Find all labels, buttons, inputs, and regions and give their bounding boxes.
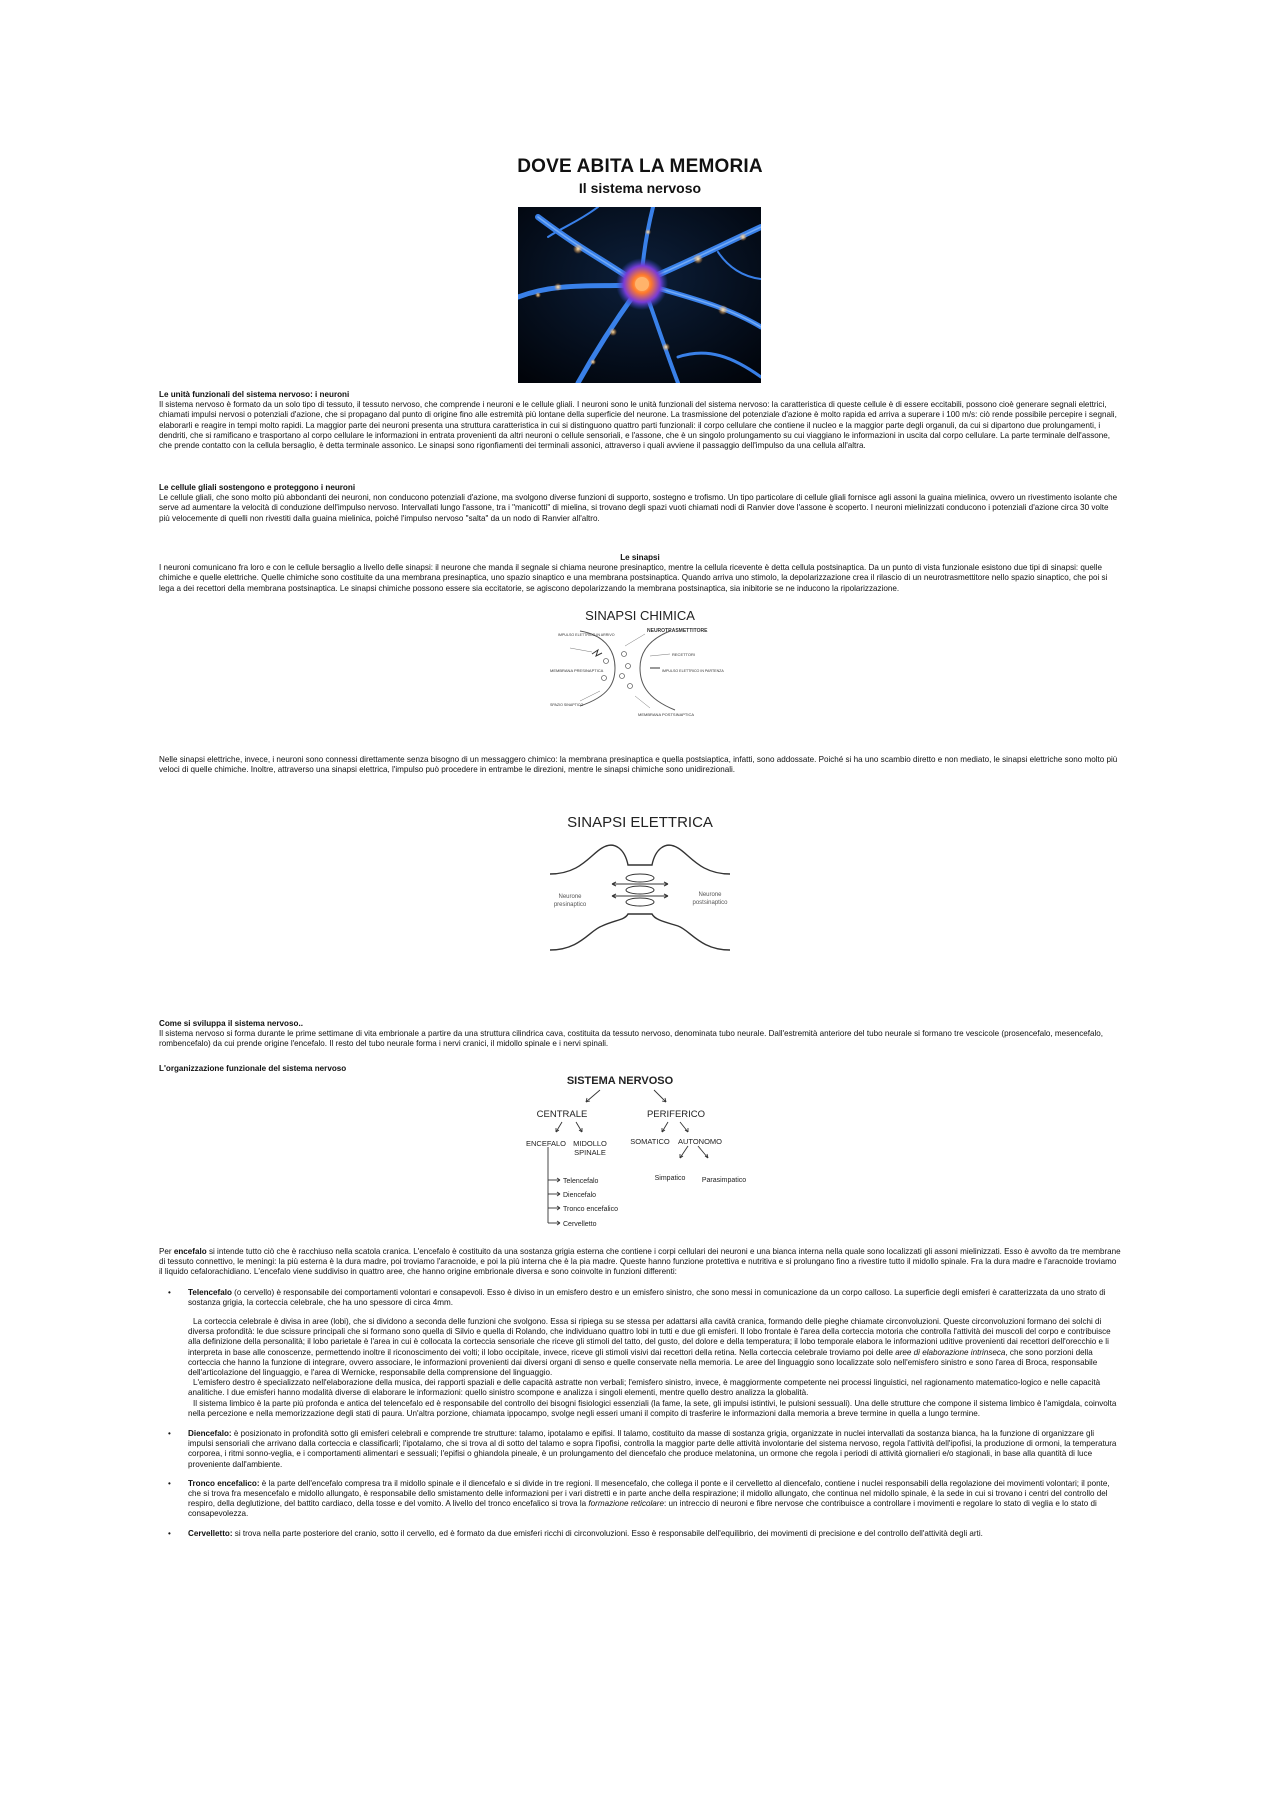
node-simpatico: Simpatico xyxy=(654,1175,686,1182)
node-encefalo: ENCEFALO xyxy=(525,1139,567,1148)
section-encefalo xyxy=(159,1247,1121,1548)
telencefalo-corteccia: La corteccia celebrale è divisa in aree (lobi), che si dividono a seconda delle funzioni che svolgono. Essa si ripiega su se stessa per adattarsi alla cavità cranica, formando delle pieghe chiamate circonvoluzioni. Queste circonvoluzioni formano dei solchi di diversa profondità: le due scissure principali che si formano sono quella di Silvio e quella di Rolando, che individuano quattro lobi in tutti e due gli emisferi. Il lobo frontale è l'area della corteccia motoria che controlla l'attività dei muscoli del corpo e contribuisce alla definizione della personalità; il lobo parietale è l'area in cui è collocata la corteccia sensoriale che riceve gli stimoli del tatto, del gusto, del dolore e della temperatura; il lobo temporale elabora le informazioni uditive provenienti dai recettori dell'orecchio e li interpreta in base alle conoscenze, permettendo inoltre il riconoscimento dei volti; il lobo occipitale, invece, riceve gli stimoli visivi dai recettori della retina. Nella corteccia celebrale troviamo poi delle aree di elaborazione intrinseca, che sono porzioni della corteccia che hanno la funzione di integrare, ovvero associare, le informazioni provenienti dai diversi organi di senso e quelle conservate nella memoria. Le aree del linguaggio sono localizzate solo nell'emisfero sinistro e sono l'area di Broca, responsabile dell'articolazione del linguaggio, e l'area di Wernicke, responsabile della comprensione del linguaggio. xyxy=(188,1317,1111,1378)
list-item-tronco: • Tronco encefalico: è la parte dell'encefalo compresa tra il midollo spinale e il diencefalo e si divide in tre regioni. Il mesencefalo, che collega il ponte e il cervelletto al diencefalo, contiene i nuclei responsabili della regolazione dei movimenti volontari; il ponte, che si trova fra mesencefalo e midollo allungato, è responsabile dello smistamento delle informazioni per i vari distretti e in parte anche della respirazione; il midollo allungato, che continua nel midollo spinale, è la sede in cui si trovano i centri del controllo del respiro, della deglutizione, del battito cardiaco, della tosse e del vomito. A livello del tronco encefalico si trova la formazione reticolare: un intreccio di neuroni e fibre nervose che contribuisce a controllare i movimenti e regolare lo stato di veglia e lo stato di consapevolezza. xyxy=(168,1478,1110,1519)
section-text: Le cellule gliali, che sono molto più abbondanti dei neuroni, non conducono potenziali d'azione, ma svolgono diverse funzioni di supporto, sostegno e trofismo. Un tipo particolare di cellule gliali fornisce agli assoni la guaina mielinica, ovvero un rivestimento isolante che serve ad aumentare la velocità di conduzione dell'impulso nervoso. Intervallati lungo l'assone, tra i "manicotti" di mielina, si trovano degli spazi vuoti chiamati nodi di Ranvier dove l'assone è scoperto. I neuroni mielinizzati conducono i potenziali d'azione circa 30 volte più velocemente di quelli non rivestiti dalla guaina mielinica, poiché l'impulso nervoso "salta" da un nodo di Ranvier all'altro. xyxy=(159,493,1118,523)
label-presinaptico-1: Neurone xyxy=(558,894,582,900)
node-periferico: PERIFERICO xyxy=(646,1109,706,1120)
label-neurotrasmettitore: NEUROTRASMETTITORE xyxy=(647,628,708,634)
node-sistema-nervoso: SISTEMA NERVOSO xyxy=(566,1075,674,1087)
section-sviluppo xyxy=(159,1019,1121,1050)
label-membrana-post: MEMBRANA POSTSINAPTICA xyxy=(638,712,695,717)
section-text: I neuroni comunicano fra loro e con le cellule bersaglio a livello delle sinapsi: il neurone che manda il segnale si chiama neurone presinaptico, mentre la cellula ricevente è detta cellula postsinaptica. Da un punto di vista funzionale esistono due tipi di sinapsi: quelle chimiche e quelle elettriche. Quelle chimiche sono costituite da una membrana presinaptica, uno spazio sinaptico e una membrana postsinaptica. Quando arriva uno stimolo, la depolarizzazione crea il rilascio di un neurotrasmettitore nello spazio sinaptico, che poi si lega a dei recettori della membrana postsinaptica. Le sinapsi chimiche possono essere sia eccitatorie, se agiscono depolarizzando la membrana postsinaptica, sia inibitorie se ne inducono la ripolarizzazione. xyxy=(159,563,1108,593)
node-midollo-2: SPINALE xyxy=(574,1148,606,1157)
section-heading: Come si sviluppa il sistema nervoso.. xyxy=(159,1019,303,1028)
label-postsinaptico-2: postsinaptico xyxy=(692,900,728,906)
node-cervelletto: Cervelletto xyxy=(563,1221,597,1228)
node-midollo-1: MIDOLLO xyxy=(573,1139,607,1148)
node-telencefalo: Telencefalo xyxy=(563,1178,599,1185)
sistema-nervoso-diagram xyxy=(520,1070,760,1238)
node-somatico: SOMATICO xyxy=(630,1137,670,1146)
encefalo-list xyxy=(159,1288,1121,1308)
node-diencefalo: Diencefalo xyxy=(563,1192,597,1199)
section-heading: Le cellule gliali sostengono e proteggono i neuroni xyxy=(159,483,356,492)
label-presinaptico-2: presinaptico xyxy=(553,902,587,908)
node-parasimpatico: Parasimpatico xyxy=(701,1177,747,1184)
bullet-icon: • xyxy=(168,1478,171,1488)
section-sinapsi-elettriche xyxy=(159,755,1121,775)
node-tronco: Tronco encefalico xyxy=(563,1206,618,1213)
label-spazio: SPAZIO SINAPTICO xyxy=(550,703,584,707)
section-text: Nelle sinapsi elettriche, invece, i neuroni sono connessi direttamente senza bisogno di un messaggero chimico: la membrana presinaptica e quella postsiaptica, infatti, sono addossate. Poiché si ha uno scambio diretto e non mediato, le sinapsi elettriche sono molto più veloci di quelle chimiche. Inoltre, attraverso una sinapsi elettrica, l'impulso può procedere in entrambe le direzioni, mentre le sinapsi chimiche sono unidirezionali. xyxy=(159,755,1118,775)
label-recettori: RECETTORI xyxy=(672,652,696,657)
list-item-diencefalo: • Diencefalo: è posizionato in profondità sotto gli emisferi celebrali e comprende tre strutture: talamo, ipotalamo e epifisi. Il talamo, costituito da masse di sostanza grigia, organizzate in nuclei intervallati da sostanza bianca, ha la funzione di organizzare gli impulsi sensoriali che arrivano dalla corteccia e classificarli; l'ipotalamo, che si trova al di sotto del talamo e sopra l'ipofisi, controlla la maggior parte delle attività involontarie del sistema nervoso, regola l'attività dell'ipofisi, la produzione di ormoni, la temperatura corporea, i ritmi sonno-veglia, e i comportamenti alimentari e sessuali; l'epifisi o ghiandola pineale, è un prolungamento del diencefalo che produce melatonina, un ormone che regola i periodi di attività giornalieri e/o stagionali, in base alla quantità di luce proveniente dall'ambiente. xyxy=(168,1429,1117,1469)
section-neuroni xyxy=(159,390,1121,451)
list-item-telencefalo: • Telencefalo (o cervello) è responsabile dei comportamenti volontari e consapevoli. Esso è diviso in un emisfero destro e un emisfero sinistro, che sono messi in comunicazione da un corpo calloso. La superficie degli emisferi è caratterizzata da uno strato di sostanza grigia, la corteccia celebrale, che ha uno spessore di circa 4mm. xyxy=(168,1287,1106,1307)
list-item-cervelletto: • Cervelletto: si trova nella parte posteriore del cranio, sotto il cervello, ed è formato da due emisferi ricchi di circonvoluzioni. Esso è responsabile dell'equilibrio, dei movimenti di precisione e del controllo dell'attività degli arti. xyxy=(168,1528,983,1538)
sinapsi-elettrica-figure xyxy=(540,810,740,960)
section-cellule-gliali xyxy=(159,483,1121,524)
section-text: Il sistema nervoso si forma durante le prime settimane di vita embrionale a partire da una struttura cilindrica cava, costituita da tessuto nervoso, denominata tubo neurale. Dall'estremità anteriore del tubo neurale si formano tre vescicole (prosencefalo, mesencefalo, rombencefalo) da cui prende origine l'encefalo. Il resto del tubo neurale forma i nervi cranici, il midollo spinale e i nervi spinali. xyxy=(159,1029,1104,1049)
node-centrale: CENTRALE xyxy=(536,1109,588,1120)
bullet-icon: • xyxy=(168,1528,171,1538)
page-subtitle: Il sistema nervoso xyxy=(578,180,702,196)
label-impulso-partenza: IMPULSO ELETTRICO IN PARTENZA xyxy=(662,669,724,673)
page-title: DOVE ABITA LA MEMORIA xyxy=(517,156,763,177)
section-sinapsi xyxy=(159,553,1121,594)
figure-title: SINAPSI CHIMICA xyxy=(585,608,695,623)
bullet-icon: • xyxy=(168,1287,171,1297)
section-heading: L'organizzazione funzionale del sistema nervoso xyxy=(159,1064,347,1073)
label-membrana-pre: MEMBRANA PRESINAPTICA xyxy=(550,668,604,673)
telencefalo-limbico: Il sistema limbico è la parte più profonda e antica del telencefalo ed è responsabile del controllo dei bisogni fisiologici essenziali (la fame, la sete, gli impulsi istintivi, le pulsioni sessuali). Una delle strutture che compone il sistema limbico è l'amigdala, coinvolta nella percezione e nella memorizzazione degli stati di paura. Un'altra porzione, chiamata ippocampo, svolge negli esseri umani il compito di trasferire le informazioni dalla memoria a breve termine in quella a lungo termine. xyxy=(188,1398,1117,1418)
section-heading: Le sinapsi xyxy=(620,553,660,562)
label-postsinaptico-1: Neurone xyxy=(698,892,722,898)
label-impulso-arrivo: IMPULSO ELETTRICO IN ARRIVO xyxy=(558,633,615,637)
section-text: Il sistema nervoso è formato da un solo tipo di tessuto, il tessuto nervoso, che comprende i neuroni e le cellule gliali. I neuroni sono le unità funzionali del sistema nervoso: la caratteristica di queste cellule è di essere eccitabili, possono cioè generare segnali elettrici, chiamati impulsi nervosi o potenziali d'azione, che si propagano dal punto di origine fino alle estremità più lontane della superficie del neurone. La trasmissione del potenziale d'azione è molto rapida ed arriva a superare i 100 m/s: ciò rende possibile percepire i segnali, elaborarli e reagire in tempi molto rapidi. La maggior parte dei neuroni presenta una struttura caratteristica in cui si distinguono quattro parti funzionali: il corpo cellulare che contiene il nucleo e la maggior parte degli organuli, da cui si dipartono due prolungamenti, i dendriti, che si ramificano e trasportano al corpo cellulare le informazioni in entrata provenienti da altri neuroni o cellule sensoriali, e l'assone, che è un singolo prolungamento su cui viaggiano le informazioni in uscita dal corpo cellulare. La parte terminale dell'assone, che prende contatto con la cellula bersaglio, è detta terminale assonico. Le sinapsi sono rigonfiamenti dei terminali assonici, attraverso i quali avviene il passaggio dell'impulso da una cellula all'altra. xyxy=(159,400,1117,451)
figure-title: SINAPSI ELETTRICA xyxy=(567,814,713,831)
section-heading: Le unità funzionali del sistema nervoso: i neuroni xyxy=(159,390,350,399)
neuron-image xyxy=(518,207,761,383)
encefalo-intro: Per encefalo si intende tutto ciò che è racchiuso nella scatola cranica. L'encefalo è costituito da una sostanza grigia esterna che contiene i corpi cellulari dei neuroni e una bianca interna nella quale sono localizzati gli assoni mielinizzati. Esso è avvolto da tre membrane di tessuto connettivo, le meningi: la più esterna è la dura madre, poi troviamo l'aracnoide, e poi la più interna che è la pia madre. Queste hanno funzione protettiva e nutritiva e si prolungano fino a rivestire tutto il midollo spinale. Fra la dura madre e l'aracnoide troviamo il liquido cefalorachidiano. L'encefalo viene suddiviso in quattro aree, che hanno origine embrionale diversa e sono coinvolte in funzioni differenti: xyxy=(159,1247,1121,1277)
telencefalo-emisferi: L'emisfero destro è specializzato nell'elaborazione della musica, dei rapporti spaziali e delle capacità astratte non verbali; l'emisfero sinistro, invece, è maggiormente competente nei processi linguistici, nel ragionamento matematico-logico e nelle capacità analitiche. I due emisferi hanno modalità diverse di elaborare le informazioni: quello sinistro scompone e analizza i singoli elementi, mentre quello destro analizza la globalità. xyxy=(188,1378,1101,1398)
encefalo-list-2 xyxy=(159,1429,1121,1539)
sinapsi-chimica-figure xyxy=(540,606,740,726)
node-autonomo: AUTONOMO xyxy=(677,1137,723,1146)
bullet-icon: • xyxy=(168,1429,171,1439)
